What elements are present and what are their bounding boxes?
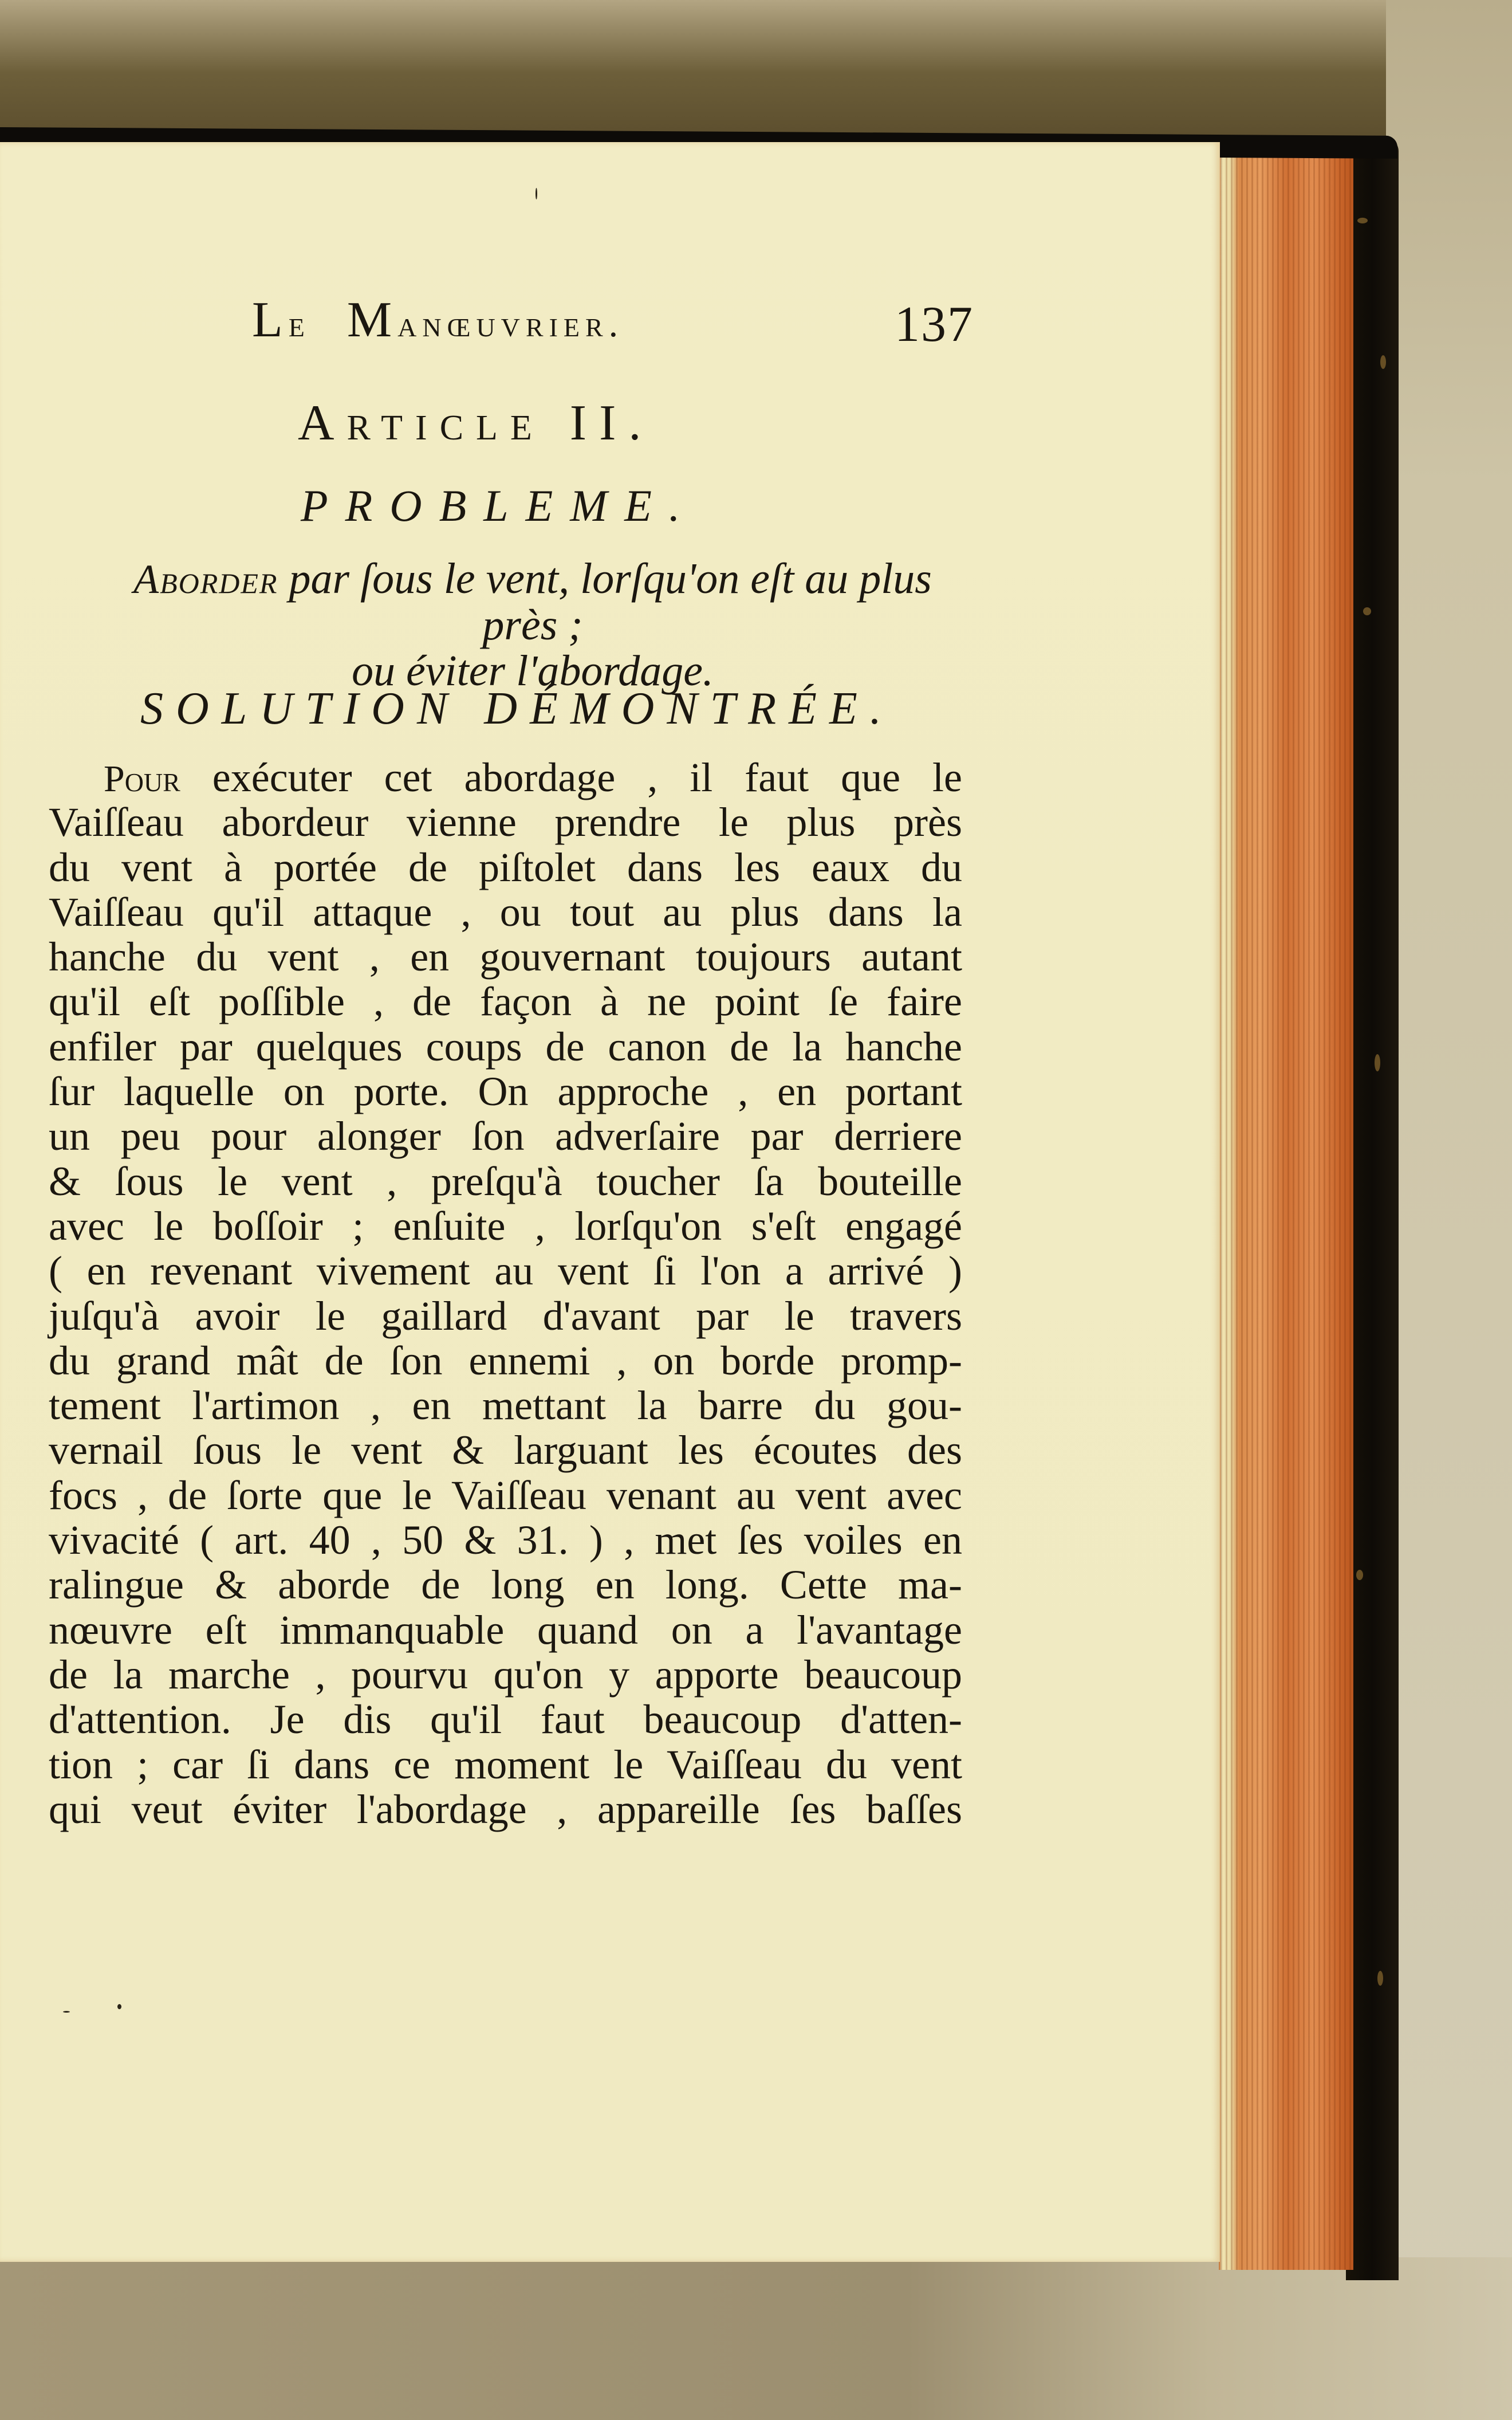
problem-lead-word: Aborder <box>133 556 278 602</box>
body-line: & ſous le vent , preſqu'à toucher ſa bouteille <box>49 1158 962 1204</box>
running-head <box>252 291 974 354</box>
body-line: enfiler par quelques coups de canon de la hanche <box>49 1023 962 1070</box>
body-line: Vaiſſeau abordeur vienne prendre le plus près <box>49 799 962 846</box>
body-line: tion ; car ſi dans ce moment le Vaiſſeau du vent <box>49 1741 962 1787</box>
book-cover-edge <box>1346 138 1399 2280</box>
article-heading: Article II. <box>298 395 654 451</box>
body-line: du vent à portée de piſtolet dans les eaux du <box>49 844 962 890</box>
background-bottom <box>0 2257 1512 2420</box>
solution-heading: SOLUTION DÉMONTRÉE. <box>140 683 894 734</box>
paper-speck <box>536 188 537 199</box>
problem-line-2: ou éviter l'abordage. <box>352 647 714 695</box>
body-line: tement l'artimon , en mettant la barre du gou- <box>49 1382 962 1429</box>
body-line: vernail ſous le vent & larguant les écoutes des <box>49 1427 962 1474</box>
body-line: Pour exécuter cet abordage , il faut que le <box>104 755 962 800</box>
body-line: qu'il eſt poſſible , de façon à ne point ſe faire <box>49 979 962 1025</box>
body-line: vivacité ( art. 40 , 50 & 31. ) , met ſes voiles en <box>49 1517 962 1563</box>
page-fore-edge <box>1219 150 1353 2270</box>
running-head-title: Le Manœuvrier. <box>252 292 624 348</box>
background-right <box>1386 0 1512 2420</box>
body-line: hanche du vent , en gouvernant toujours autant <box>49 934 962 980</box>
body-line: Vaiſſeau qu'il attaque , ou tout au plus dans la <box>49 889 962 935</box>
body-line: ralingue & aborde de long en long. Cette ma- <box>49 1562 962 1608</box>
paper-speck <box>63 2011 70 2013</box>
body-line: ( en revenant vivement au vent ſi l'on a arrivé ) <box>49 1248 962 1294</box>
body-line: un peu pour alonger ſon adverſaire par derriere <box>49 1113 962 1160</box>
body-line: juſqu'à avoir le gaillard d'avant par le travers <box>49 1292 962 1339</box>
problem-line-1: par ſous le vent, lorſqu'on eſt au plus près ; <box>278 555 932 649</box>
page-number: 137 <box>895 297 974 352</box>
body-line: qui veut éviter l'abordage , appareille ſes baſſes <box>49 1786 962 1832</box>
body-line: d'attention. Je dis qu'il faut beaucoup d'atten- <box>49 1696 962 1743</box>
book-page <box>0 142 1220 2262</box>
body-line: ſur laquelle on porte. On approche , en portant <box>49 1068 962 1115</box>
body-line: focs , de ſorte que le Vaiſſeau venant au vent avec <box>49 1472 962 1518</box>
paper-speck <box>117 2004 121 2009</box>
section-label: PROBLEME. <box>301 481 698 531</box>
body-line: de la marche , pourvu qu'on y apporte beaucoup <box>49 1651 962 1698</box>
body-line: du grand mât de ſon ennemi , on borde promp- <box>49 1337 962 1384</box>
body-line: avec le boſſoir ; enſuite , lorſqu'on s'eſt engagé <box>49 1203 962 1249</box>
body-paragraph <box>49 755 962 1832</box>
body-line: nœuvre eſt immanquable quand on a l'avantage <box>49 1606 962 1653</box>
problem-statement <box>92 556 974 694</box>
